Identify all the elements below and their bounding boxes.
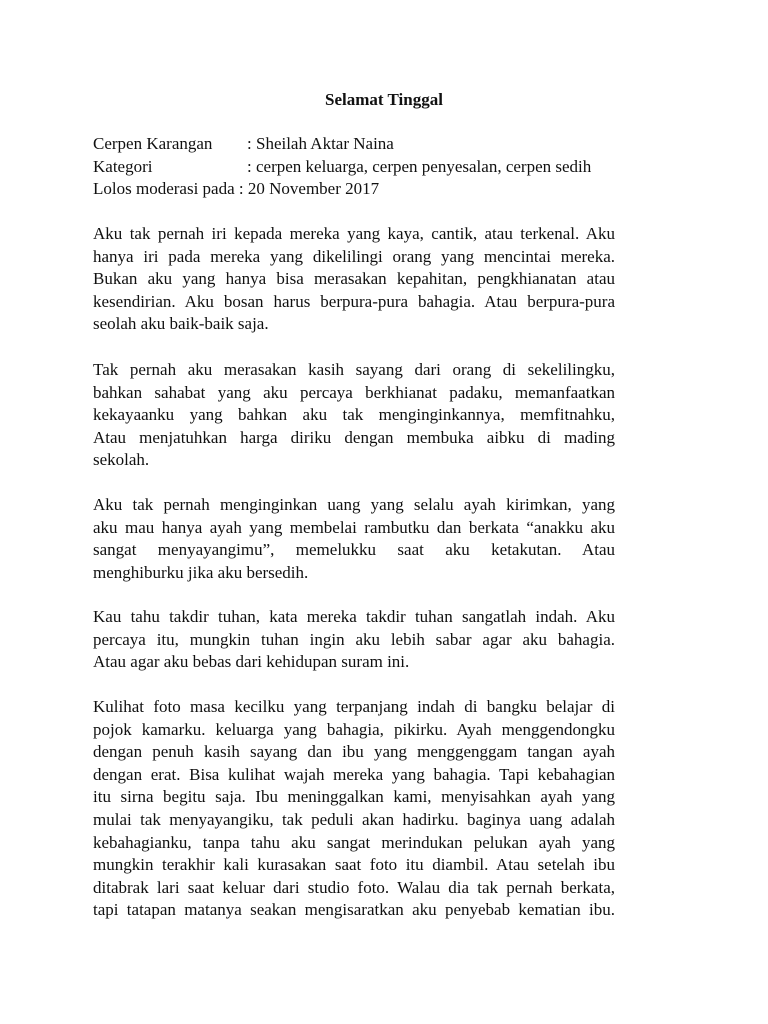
text-line: Tak pernah aku merasakan kasih sayang dari orang di sekelilingku, xyxy=(93,360,615,379)
text-line: aku mau hanya ayah yang membelai rambutku dan berkata “anakku aku xyxy=(93,517,615,537)
meta-label: Kategori xyxy=(93,156,153,176)
text-line: percaya itu, mungkin tuhan ingin aku lebih sabar agar aku bahagia. xyxy=(93,629,615,649)
text-line: Aku tak pernah iri kepada mereka yang kaya, cantik, atau terkenal. Aku xyxy=(93,224,615,243)
text-line: Atau agar aku bebas dari kehidupan suram ini. xyxy=(93,652,410,672)
text-line: kebahagianku, tanpa tahu aku sangat merindukan pelukan ayah yang xyxy=(93,832,615,852)
document-title: Selamat Tinggal xyxy=(325,90,443,109)
text-line: sekolah. xyxy=(93,450,150,470)
meta-category-row xyxy=(93,156,623,179)
text-line: Kulihat foto masa kecilku yang terpanjang indah di bangku belajar di xyxy=(93,697,615,716)
meta-moderation-row xyxy=(93,178,623,201)
story-metadata xyxy=(93,133,623,201)
meta-author-row xyxy=(93,133,623,156)
text-line: bahkan sahabat yang aku percaya berkhianat padaku, memanfaatkan xyxy=(93,382,615,402)
paragraph-2 xyxy=(93,359,615,472)
meta-label: Cerpen Karangan xyxy=(93,134,213,153)
text-line: seolah aku baik-baik saja. xyxy=(93,314,269,334)
text-line: Aku tak pernah menginginkan uang yang selalu ayah kirimkan, yang xyxy=(93,495,615,514)
text-line: dengan erat. Bisa kulihat wajah mereka yang bahagia. Tapi kebahagian xyxy=(93,764,615,784)
paragraph-5 xyxy=(93,696,615,922)
text-line: kesendirian. Aku bosan harus berpura-pura bahagia. Atau berpura-pura xyxy=(93,291,615,311)
paragraph-4 xyxy=(93,606,615,674)
text-line: Atau menjatuhkan harga diriku dengan membuka aibku di mading xyxy=(93,427,615,447)
text-line: hanya iri pada mereka yang dikelilingi orang yang mencintai mereka. xyxy=(93,246,615,266)
text-line: itu sirna begitu saja. Ibu meninggalkan kami, menyisahkan ayah yang xyxy=(93,787,615,807)
text-line: sangat menyayangimu”, memelukku saat aku ketakutan. Atau xyxy=(93,540,615,560)
text-line: pojok kamarku. keluarga yang bahagia, pikirku. Ayah menggendongku xyxy=(93,719,615,739)
text-line: Kau tahu takdir tuhan, kata mereka takdir tuhan sangatlah indah. Aku xyxy=(93,607,615,626)
paragraph-1 xyxy=(93,223,615,336)
meta-separator: : xyxy=(238,179,248,199)
text-line: mungkin terakhir kali kurasakan saat foto itu diambil. Atau setelah ibu xyxy=(93,855,615,875)
meta-separator: : xyxy=(247,134,256,153)
text-line: ditabrak lari saat keluar dari studio foto. Walau dia tak pernah berkata, xyxy=(93,877,615,897)
meta-separator: : xyxy=(247,156,256,176)
meta-moderation-date: 20 November 2017 xyxy=(247,179,380,199)
text-line: Bukan aku yang hanya bisa merasakan kepahitan, pengkhianatan atau xyxy=(93,269,615,289)
text-line: dengan penuh kasih sayang dan ibu yang menggenggam tangan ayah xyxy=(93,742,615,762)
text-line: menghiburku jika aku bersedih. xyxy=(93,562,309,582)
text-line: tapi tatapan matanya seakan mengisaratkan aku penyebab kematian ibu. xyxy=(93,900,615,920)
paragraph-3 xyxy=(93,494,615,584)
meta-category-value: cerpen keluarga, cerpen penyesalan, cerpen sedih xyxy=(255,156,592,176)
text-line: mulai tak menyayangiku, tak peduli akan hadirku. baginya uang adalah xyxy=(93,809,615,829)
meta-label: Lolos moderasi pada xyxy=(93,179,239,199)
meta-author-value: Sheilah Aktar Naina xyxy=(255,134,394,153)
text-line: kekayaanku yang bahkan aku tak menginginkannya, memfitnahku, xyxy=(93,405,615,425)
